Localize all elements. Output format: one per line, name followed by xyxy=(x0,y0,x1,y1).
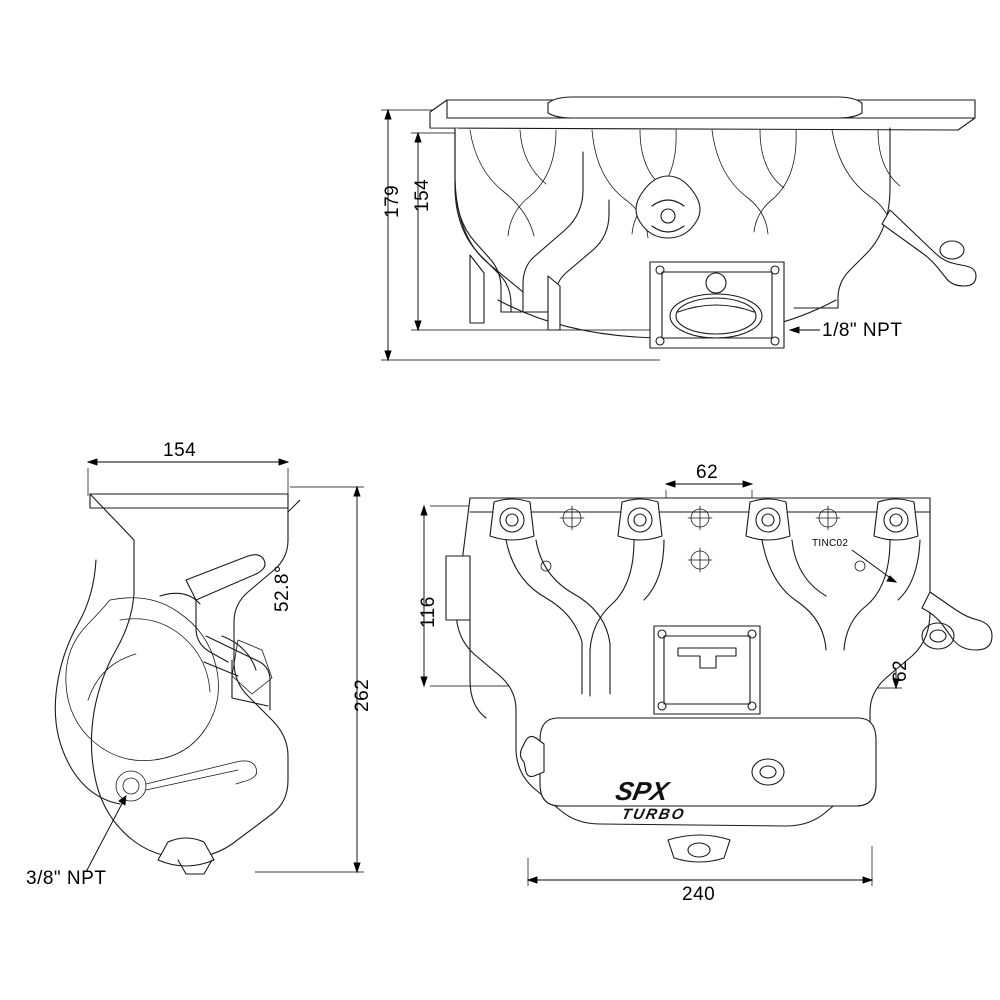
dimension-62-top: 62 xyxy=(696,462,719,483)
dimension-262: 262 xyxy=(352,678,373,712)
leader-npt-18 xyxy=(790,327,820,333)
view-plan xyxy=(421,481,992,886)
dimension-62-right: 62 xyxy=(890,659,911,682)
dimension-154-top: 154 xyxy=(412,178,433,212)
part-code-label: TINC02 xyxy=(812,538,849,549)
dimension-154-side: 154 xyxy=(163,440,197,461)
dimension-240: 240 xyxy=(682,884,716,905)
callout-npt-38: 3/8" NPT xyxy=(26,868,107,889)
brand-logo-secondary: TURBO xyxy=(620,806,688,823)
callout-npt-18: 1/8" NPT xyxy=(822,320,903,341)
dimension-116: 116 xyxy=(418,596,439,628)
dimension-179: 179 xyxy=(382,184,403,218)
view-side-section xyxy=(55,459,364,874)
angle-52-8: 52.8° xyxy=(272,564,293,612)
brand-logo-primary: SPX xyxy=(612,776,672,806)
